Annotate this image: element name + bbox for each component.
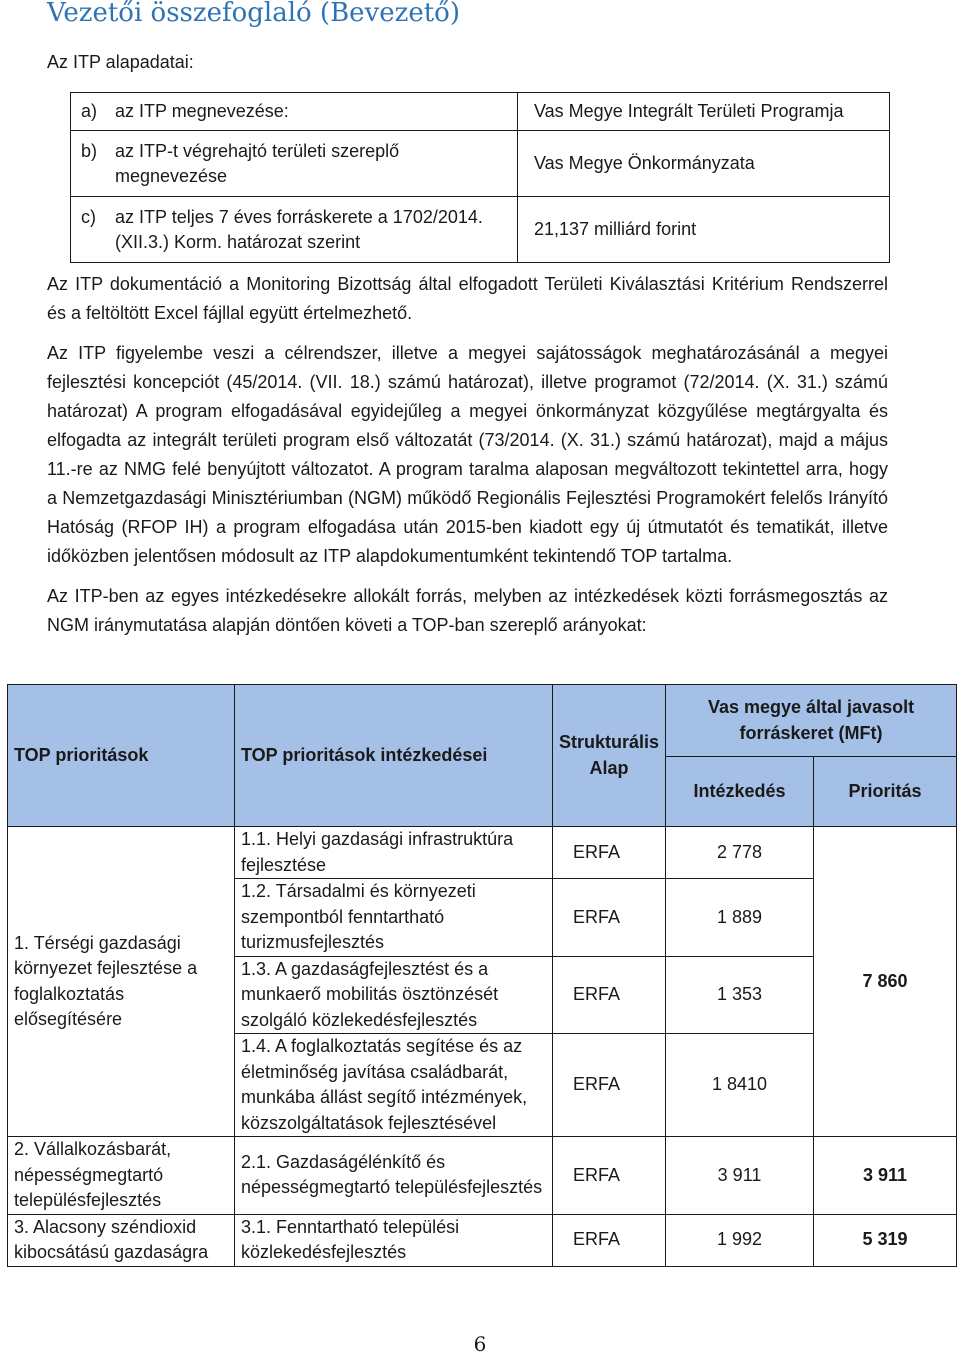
table-row bbox=[71, 93, 890, 131]
col-header-fund: Strukturális Alap bbox=[553, 685, 666, 827]
fund-cell: ERFA bbox=[553, 879, 666, 957]
col-header-priorities: TOP prioritások bbox=[8, 685, 235, 827]
table-row bbox=[71, 131, 890, 197]
intro-label: Az ITP alapadatai: bbox=[47, 52, 194, 72]
priority-cell: 3. Alacsony széndioxid kibocsátású gazdaságra bbox=[8, 1214, 235, 1266]
row-marker: c) bbox=[81, 206, 96, 227]
measure-cell: 3.1. Fenntartható települési közlekedésfejlesztés bbox=[235, 1214, 553, 1266]
row-label: az ITP-t végrehajtó területi szereplő megnevezése bbox=[115, 140, 400, 186]
measure-cell: 1.4. A foglalkoztatás segítése és az életminőség javítása családbarát, munkába állást segítő intézmények, közszolgáltatások fejlesztésével bbox=[235, 1034, 553, 1137]
paragraph: Az ITP-ben az egyes intézkedésekre allokált forrás, melyben az intézkedések közti forrásmegosztás az NGM iránymutatása alapján döntően követi a TOP-ban szereplő arányokat: bbox=[47, 586, 888, 635]
table-row bbox=[8, 827, 957, 879]
priority-total-cell: 5 319 bbox=[814, 1214, 957, 1266]
table-row bbox=[8, 1214, 957, 1266]
priority-cell: 2. Vállalkozásbarát, népességmegtartó településfejlesztés bbox=[8, 1137, 235, 1215]
measure-cell: 1.1. Helyi gazdasági infrastruktúra fejlesztése bbox=[235, 827, 553, 879]
fund-cell: ERFA bbox=[553, 956, 666, 1034]
measure-cell: 1.2. Társadalmi és környezeti szempontból fenntartható turizmusfejlesztés bbox=[235, 879, 553, 957]
amount-cell: 1 889 bbox=[666, 879, 814, 957]
measure-cell: 2.1. Gazdaságélénkítő és népességmegtartó településfejlesztés bbox=[235, 1137, 553, 1215]
paragraph: Az ITP figyelembe veszi a célrendszer, illetve a megyei sajátosságok meghatározásánál a megyei fejlesztési koncepciót (45/2014. (VII. 18.) számú határozat), illetve programot (72/2014. (X. 31.) számú határozat) A program elfogadásával egyidejűleg a megyei önkormányzat közgyűlése megtárgyalta és elfogadta az integrált területi program első változatát (73/2014. (X. 31.) számú határozat), majd a május 11.-re az NMG felé benyújtott változatot. A program taralma alaposan megváltozott tekintettel arra, hogy a Nemzetgazdasági Minisztériumban (NGM) működő Regionális Fejlesztési Programokért felelős Irányító Hatóság (RFOP IH) a program elfogadása után 2015-ben kiadott egy új útmutatót és tematikát, illetve időközben jelentősen módosult az ITP alapdokumentumként tekintendő TOP tartalma. bbox=[47, 343, 888, 566]
col-header-priority-amount: Prioritás bbox=[814, 757, 957, 827]
amount-cell: 3 911 bbox=[666, 1137, 814, 1215]
amount-cell: 2 778 bbox=[666, 827, 814, 879]
priority-cell: 1. Térségi gazdasági környezet fejlesztése a foglalkoztatás elősegítésére bbox=[8, 827, 235, 1137]
table-row bbox=[8, 1137, 957, 1215]
basic-data-table bbox=[70, 92, 890, 263]
fund-cell: ERFA bbox=[553, 1214, 666, 1266]
row-value: 21,137 milliárd forint bbox=[518, 197, 890, 263]
row-label: az ITP megnevezése: bbox=[115, 101, 289, 121]
fund-cell: ERFA bbox=[553, 827, 666, 879]
amount-cell: 1 353 bbox=[666, 956, 814, 1034]
priority-total-cell: 3 911 bbox=[814, 1137, 957, 1215]
page-title: Vezetői összefoglaló (Bevezető) bbox=[47, 0, 460, 28]
row-value: Vas Megye Integrált Területi Programja bbox=[518, 93, 890, 131]
table-row bbox=[71, 197, 890, 263]
row-label: az ITP teljes 7 éves forráskerete a 1702/2014. (XII.3.) Korm. határozat szerint bbox=[115, 206, 483, 252]
fund-cell: ERFA bbox=[553, 1034, 666, 1137]
amount-cell: 1 8410 bbox=[666, 1034, 814, 1137]
amount-cell: 1 992 bbox=[666, 1214, 814, 1266]
paragraph: Az ITP dokumentáció a Monitoring Bizottság által elfogadott Területi Kiválasztási Kritérium Rendszerrel és a feltöltött Excel fájllal együtt értelmezhető. bbox=[47, 274, 888, 323]
fund-cell: ERFA bbox=[553, 1137, 666, 1215]
row-value: Vas Megye Önkormányzata bbox=[518, 131, 890, 197]
page-number: 6 bbox=[473, 1332, 487, 1356]
col-header-measures: TOP prioritások intézkedései bbox=[235, 685, 553, 827]
measure-cell: 1.3. A gazdaságfejlesztést és a munkaerő mobilitás ösztönzését szolgáló közlekedésfejlesztés bbox=[235, 956, 553, 1034]
col-header-group: Vas megye által javasolt forráskeret (MFt) bbox=[666, 685, 957, 757]
priority-total-cell: 7 860 bbox=[814, 827, 957, 1137]
row-marker: a) bbox=[81, 101, 98, 121]
body-text bbox=[47, 270, 888, 640]
row-marker: b) bbox=[81, 140, 98, 161]
col-header-measure-amount: Intézkedés bbox=[666, 757, 814, 827]
top-priorities-table bbox=[7, 684, 957, 1267]
